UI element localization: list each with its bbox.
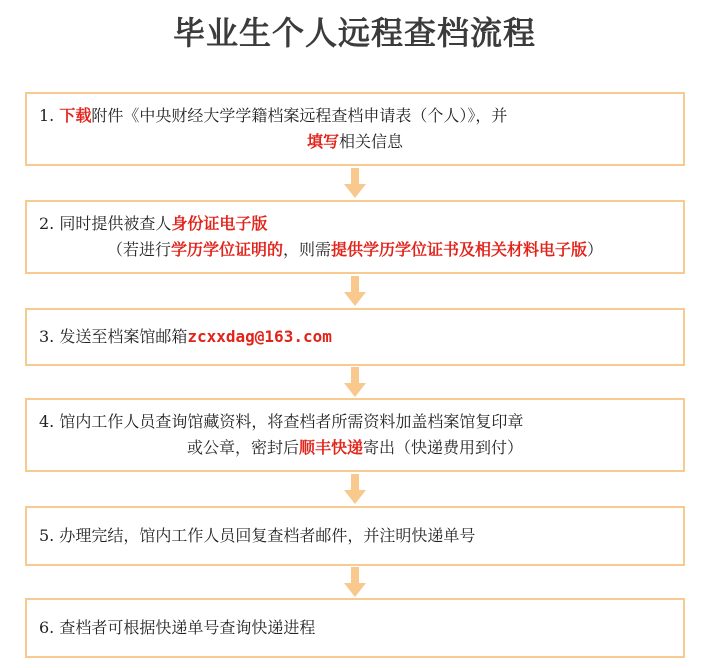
flow-arrow xyxy=(344,367,366,399)
page-title: 毕业生个人远程查档流程 xyxy=(172,14,536,52)
step-text: ，则需 xyxy=(282,240,331,259)
step-highlight: 下载 xyxy=(59,106,92,125)
step-5-line-1 xyxy=(27,523,683,549)
step-highlight: 身份证电子版 xyxy=(171,214,268,233)
step-text: 3. 发送至档案馆邮箱 xyxy=(39,327,188,346)
step-text: 2. 同时提供被查人 xyxy=(39,214,172,233)
step-box-4 xyxy=(25,398,685,472)
step-2-line-1 xyxy=(27,211,683,237)
step-6-line-1 xyxy=(27,615,683,641)
step-highlight: 填写 xyxy=(306,132,339,151)
flow-arrow xyxy=(344,168,366,200)
flow-arrow xyxy=(344,276,366,308)
step-1-line-1 xyxy=(27,103,683,129)
step-4-line-1 xyxy=(27,409,683,435)
step-highlight: 提供学历学位证书及相关材料电子版 xyxy=(331,240,588,259)
step-text: ） xyxy=(587,240,604,259)
step-text: 5. 办理完结，馆内工作人员回复查档者邮件，并注明快递单号 xyxy=(39,526,476,545)
step-2-line-2 xyxy=(107,237,603,263)
step-highlight: 顺丰快递 xyxy=(298,438,363,457)
step-highlight: 学历学位证明的 xyxy=(170,240,283,259)
step-text: 相关信息 xyxy=(339,132,404,151)
step-4-line-2 xyxy=(187,435,523,461)
flow-arrow xyxy=(344,474,366,506)
step-box-2 xyxy=(25,200,685,274)
flow-arrow xyxy=(344,567,366,599)
email-address: zcxxdag@163.com xyxy=(187,327,332,346)
step-3-line-1 xyxy=(27,324,683,350)
step-text: 1. xyxy=(39,106,60,125)
step-box-5 xyxy=(25,506,685,566)
step-text: 寄出（快递费用到付） xyxy=(363,438,524,457)
step-1-line-2 xyxy=(307,129,403,155)
step-box-1 xyxy=(25,92,685,166)
step-text: 或公章，密封后 xyxy=(186,438,299,457)
step-box-6 xyxy=(25,598,685,658)
step-text: 6. 查档者可根据快递单号查询快递进程 xyxy=(39,618,316,637)
step-text: （若进行 xyxy=(106,240,171,259)
step-text: 附件《中央财经大学学籍档案远程查档申请表（个人）》，并 xyxy=(91,106,508,125)
step-text: 4. 馆内工作人员查询馆藏资料，将查档者所需资料加盖档案馆复印章 xyxy=(39,412,524,431)
step-box-3 xyxy=(25,308,685,366)
